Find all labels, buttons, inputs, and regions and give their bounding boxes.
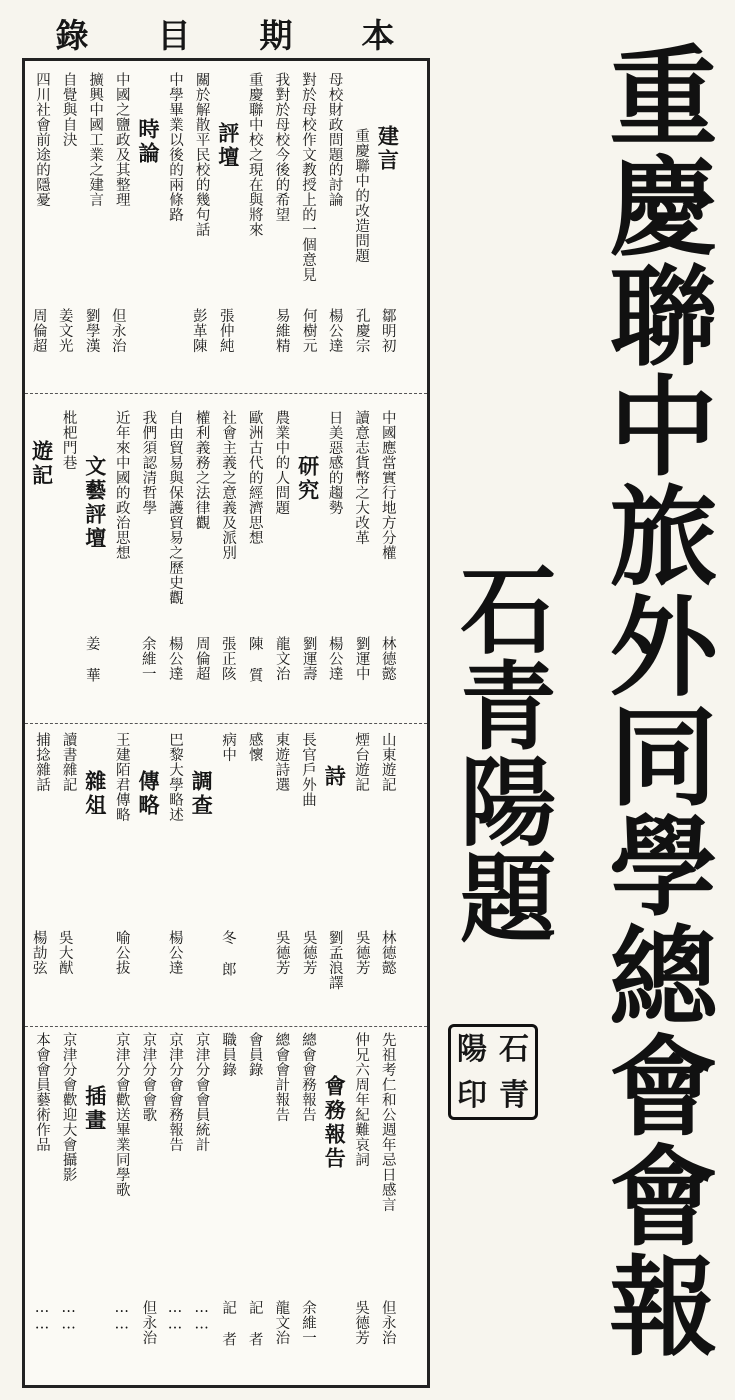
toc-entry-title: 京津分會會務報告 [166,1032,183,1152]
toc-entry-title: 擴興中國工業之建言 [87,72,104,207]
toc-entry-title: 山東遊記 [379,732,396,792]
toc-entry-author: 張仲純 [217,308,234,353]
toc-entry-author: 劉運壽 [300,636,317,681]
toc-entry-title: 農業中的人問題 [273,410,290,515]
toc-entry-title: 長官戶外曲 [299,732,316,807]
toc-entry-title: 京津分會歡送畢業同學歌 [113,1032,130,1197]
section-heading: 時論 [136,118,161,166]
toc-entry-author: 鄒明初 [379,308,396,353]
toc-entry-author: 吳大猷 [56,930,73,975]
section-heading: 詩 [322,765,348,789]
toc-entry-title: 總會會務報告 [299,1032,316,1122]
toc-entry-author: 楊劼弦 [30,930,47,975]
toc-entry-title: 歐洲古代的經濟思想 [246,410,263,545]
toc-entry-title: 讀意志貨幣之大改革 [353,410,370,545]
page-header [22,10,430,56]
section-heading: 傳略 [136,770,161,818]
toc-entry-title: 本會會員藝術作品 [33,1032,50,1152]
toc-entry-title: 中國之鹽政及其整理 [113,72,130,207]
toc-entry-author: 喻公拔 [113,930,130,975]
toc-entry-author: 劉孟浪譯 [326,930,343,990]
toc-entry-title: 京津分會會員統計 [193,1032,210,1152]
toc-entry-title: 四川社會前途的隱憂 [33,72,50,207]
toc-entry-author: 楊公達 [326,308,343,353]
toc-entry-author: 楊公達 [166,930,183,975]
toc-entry-title: 母校財政問題的討論 [326,72,343,207]
toc-entry-title: 巴黎大學略述 [166,732,183,822]
toc-entry-title: 我對於母校今後的希望 [273,72,290,222]
toc-entry-author: 吳德芳 [273,930,290,975]
toc-entry-author: 姜 華 [83,636,100,683]
toc-entry-author: 記 者 [220,1300,237,1347]
toc-entry-author: …… [60,1300,77,1333]
toc-entry-author: …… [113,1300,130,1333]
toc-entry-author: 余維一 [299,1300,316,1345]
toc-entry-author: 劉學漢 [83,308,100,353]
publication-title: 重慶聯中旅外同學總會會報 [591,40,717,1360]
section-heading: 評壇 [215,122,241,170]
section-heading: 建言 [375,125,401,173]
toc-entry-title: 關於解散平民校的幾句話 [193,72,210,237]
seal-char: 石 [499,1032,529,1067]
toc-entry-author: 但永治 [109,308,126,353]
toc-entry-title: 重慶聯中校之現在與將來 [246,72,263,237]
toc-entry-title: 病中 [220,732,237,762]
toc-entry-author: 周倫超 [30,308,47,353]
toc-entry-author: 記 者 [246,1300,263,1347]
toc-entry-title: 枇杷門巷 [60,410,77,470]
toc-entry-author: 彭革陳 [190,308,207,353]
toc-entry-title: 對於母校作文教授上的一個意見 [299,72,316,282]
toc-entry-author: 龍文治 [273,1300,290,1345]
toc-entry-title: 先祖考仁和公週年忌日感言 [379,1032,396,1212]
section-heading: 遊記 [29,440,55,488]
toc-entry-title: 仲兄六周年紀難哀詞 [353,1032,370,1167]
toc-entry-title: 重慶聯中的改造問題 [353,128,370,263]
header-char: 目 [157,15,193,55]
section-heading: 研究 [295,455,321,503]
section-divider [25,1026,427,1027]
header-char: 期 [259,15,295,55]
header-char: 錄 [55,15,91,55]
section-heading: 文藝評壇 [82,455,108,551]
toc-entry-title: 我們須認清哲學 [140,410,157,515]
toc-entry-title: 京津分會會歌 [140,1032,157,1122]
toc-entry-title: 中學畢業以後的兩條路 [166,72,183,222]
toc-entry-author: …… [33,1300,50,1333]
toc-entry-author: 吳德芳 [300,930,317,975]
toc-entry-title: 日美惡感的趨勢 [326,410,343,515]
toc-entry-title: 職員錄 [220,1032,237,1077]
toc-entry-title: 自由貿易與保護貿易之歷史觀 [166,410,183,605]
toc-entry-title: 總會會計報告 [273,1032,290,1122]
toc-entry-author: 冬 郎 [219,930,236,977]
toc-entry-title: 京津分會歡迎大會攝影 [60,1032,77,1182]
toc-entry-title: 會員錄 [246,1032,263,1077]
toc-entry-author: 但永治 [140,1300,157,1345]
toc-entry-title: 讀書雜記 [60,732,77,792]
toc-entry-author: 但永治 [379,1300,396,1345]
toc-entry-author: 何樹元 [300,308,317,353]
toc-entry-title: 東遊詩選 [273,732,290,792]
section-divider [25,723,427,724]
section-heading: 雜俎 [82,770,108,818]
section-heading: 會務報告 [322,1075,348,1171]
toc-entry-author: 易維精 [273,308,290,353]
toc-entry-author: 吳德芳 [353,930,370,975]
toc-entry-title: 權利義務之法律觀 [193,410,210,530]
toc-entry-title: 王建陌君傳略 [113,732,130,822]
toc-entry-title: 感懷 [246,732,263,762]
toc-entry-title: 自覺與自決 [60,72,77,147]
section-heading: 調查 [189,770,215,818]
toc-entry-author: 林德懿 [379,930,396,975]
seal-char: 青 [499,1078,529,1113]
toc-entry-author: 楊公達 [326,636,343,681]
seal-stamp [448,1024,538,1120]
toc-entry-title: 近年來中國的政治思想 [113,410,130,560]
toc-entry-author: …… [166,1300,183,1333]
toc-entry-author: 劉運中 [353,636,370,681]
toc-entry-title: 社會主義之意義及派別 [220,410,237,560]
toc-entry-author: 余維一 [139,636,156,681]
toc-entry-author: 陳 質 [246,636,263,683]
toc-entry-author: 吳德芳 [353,1300,370,1345]
toc-entry-author: 林德懿 [379,636,396,681]
toc-entry-title: 中國應當實行地方分權 [379,410,396,560]
toc-entry-author: …… [193,1300,210,1333]
toc-entry-title: 煙台遊記 [353,732,370,792]
toc-entry-author: 孔慶宗 [353,308,370,353]
toc-entry-title: 捕捻雜話 [33,732,50,792]
seal-char: 陽 [457,1032,487,1067]
section-divider [25,393,427,394]
toc-entry-author: 楊公達 [166,636,183,681]
toc-entry-author: 周倫超 [193,636,210,681]
calligrapher-inscription: 石青陽題 [444,560,558,944]
toc-entry-author: 姜文光 [56,308,73,353]
seal-char: 印 [457,1078,487,1113]
header-char: 本 [361,15,397,55]
section-heading: 插畫 [82,1085,108,1133]
toc-entry-author: 龍文治 [273,636,290,681]
toc-entry-author: 張正陔 [219,636,236,681]
